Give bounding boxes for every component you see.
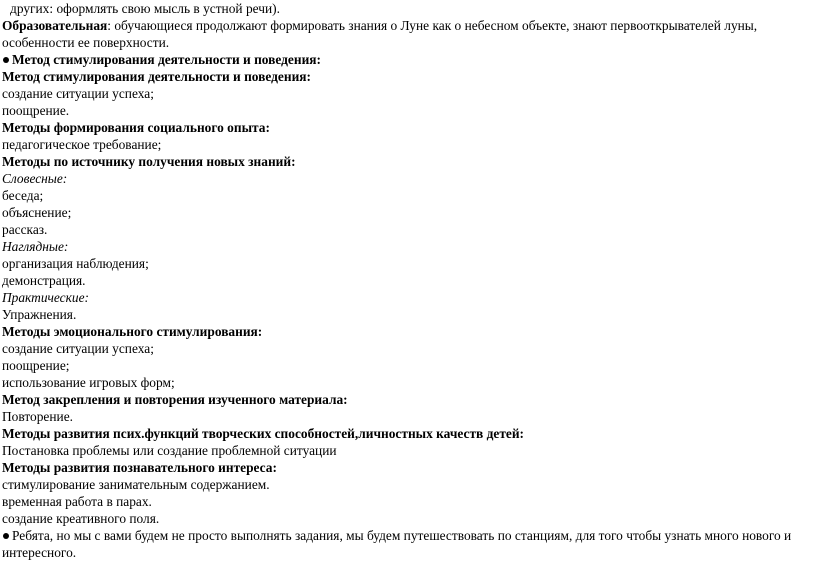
italic-subheading: Словесные: <box>2 171 68 186</box>
text-line: рассказ. <box>2 222 48 237</box>
text-line: объяснение; <box>2 205 72 220</box>
text-line: создание креативного поля. <box>2 511 160 526</box>
italic-subheading: Наглядные: <box>2 239 69 254</box>
paragraph-text: Ребята, но мы с вами будем не просто выполнять задания, мы будем путешествовать по станциям, для того чтобы узнать много нового и интересного. <box>2 528 792 560</box>
text-line: беседа; <box>2 188 44 203</box>
text-line: временная работа в парах. <box>2 494 152 509</box>
text-line: других: оформлять свою мысль в устной речи). <box>10 1 280 16</box>
bullet-icon <box>3 533 9 539</box>
heading: Методы развития познавательного интереса: <box>2 460 277 475</box>
heading: Метод закрепления и повторения изученного материала: <box>2 392 348 407</box>
bullet-paragraph <box>2 527 802 561</box>
bullet-heading <box>2 51 814 68</box>
text-line: Повторение. <box>2 409 73 424</box>
heading: Методы формирования социального опыта: <box>2 120 270 135</box>
text-line: демонстрация. <box>2 273 86 288</box>
text-line: использование игровых форм; <box>2 375 175 390</box>
bullet-icon <box>3 57 9 63</box>
heading: Метод стимулирования деятельности и поведения: <box>2 69 312 84</box>
text-line: организация наблюдения; <box>2 256 149 271</box>
text-line: стимулирование занимательным содержанием. <box>2 477 270 492</box>
heading: Методы по источнику получения новых знаний: <box>2 154 296 169</box>
heading-text: Метод стимулирования деятельности и поведения: <box>12 52 322 67</box>
text-line: создание ситуации успеха; <box>2 341 154 356</box>
text-line: Постановка проблемы или создание проблемной ситуации <box>2 443 337 458</box>
heading: Методы развития псих.функций творческих способностей,личностных качеств детей: <box>2 426 525 441</box>
italic-subheading: Практические: <box>2 290 89 305</box>
document-page <box>2 0 814 560</box>
text-line: поощрение; <box>2 358 70 373</box>
bold-label: Образовательная <box>2 18 108 33</box>
paragraph-text: : обучающиеся продолжают формировать знания о Луне как о небесном объекте, знают первооткрывателей луны, особенности ее поверхности. <box>2 18 758 50</box>
text-line: поощрение. <box>2 103 70 118</box>
text-line: Упражнения. <box>2 307 77 322</box>
text-line: создание ситуации успеха; <box>2 86 154 101</box>
text-line: педагогическое требование; <box>2 137 162 152</box>
heading: Методы эмоционального стимулирования: <box>2 324 263 339</box>
paragraph-educational <box>2 17 802 51</box>
